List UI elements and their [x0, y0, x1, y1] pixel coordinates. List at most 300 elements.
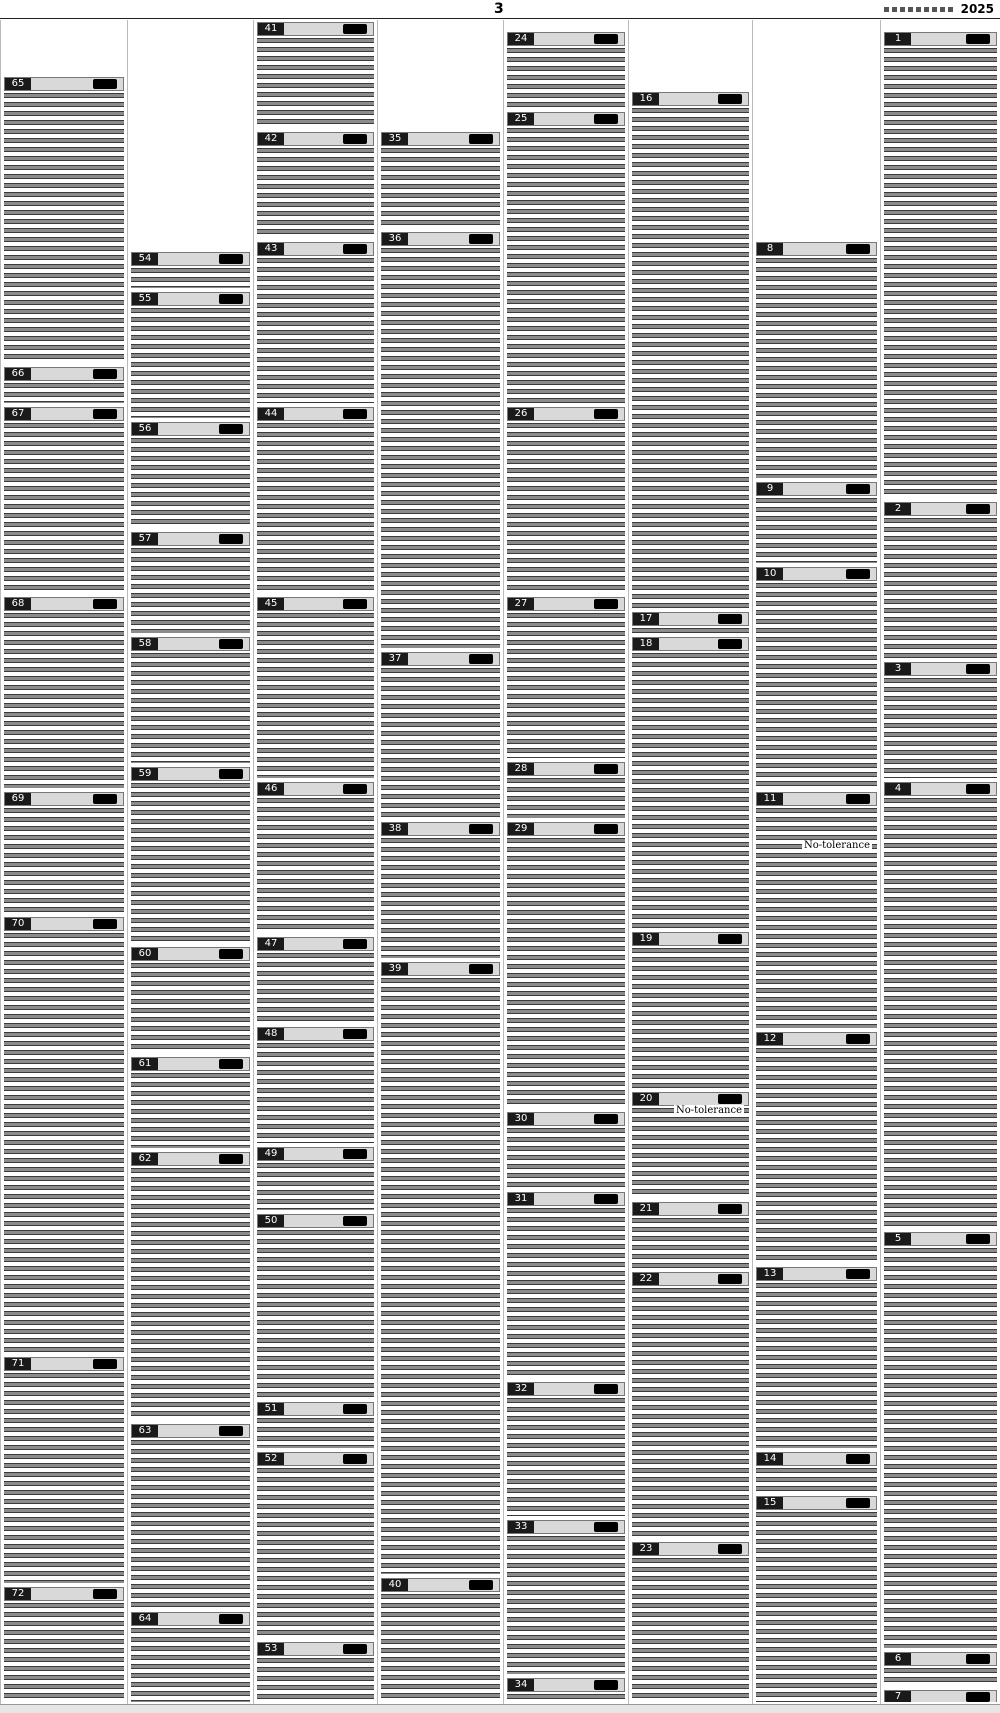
article-body-urdu-text — [257, 1468, 374, 1638]
article-header-tab — [756, 482, 877, 496]
article-body-urdu-text — [131, 1440, 250, 1608]
article-body-urdu-text — [756, 1512, 877, 1702]
article-label-urdu-text — [846, 484, 870, 494]
article-body-urdu-text — [884, 798, 997, 1228]
article-body-urdu-text — [131, 783, 250, 943]
article-header-tab — [4, 597, 124, 611]
article-label-urdu-text — [594, 114, 618, 124]
article-number: 55 — [132, 293, 158, 305]
article-body-urdu-text — [756, 1048, 877, 1263]
article-label-urdu-text — [846, 1034, 870, 1044]
inline-latin-text: No-tolerance — [803, 840, 870, 851]
article-header-tab — [4, 77, 124, 91]
article-body-urdu-text — [632, 1108, 749, 1198]
article-label-urdu-text — [219, 254, 243, 264]
article-number: 10 — [757, 568, 783, 580]
article-label-urdu-text — [343, 1216, 367, 1226]
article-body-urdu-text — [632, 1288, 749, 1538]
article-number: 61 — [132, 1058, 158, 1070]
article-label-urdu-text — [219, 294, 243, 304]
article-body-urdu-text — [507, 1694, 625, 1702]
article — [257, 780, 374, 933]
article-label-urdu-text — [846, 794, 870, 804]
article-header-tab — [632, 1272, 749, 1286]
article-columns — [0, 20, 1000, 1704]
article-header-tab — [507, 762, 625, 776]
article-body-urdu-text — [884, 1248, 997, 1648]
article — [381, 130, 500, 228]
article — [257, 1640, 374, 1702]
article — [632, 1270, 749, 1538]
article-label-urdu-text — [718, 614, 742, 624]
article-number: 6 — [885, 1653, 911, 1665]
article — [257, 1450, 374, 1638]
article-number: 35 — [382, 133, 408, 145]
article-label-urdu-text — [93, 1359, 117, 1369]
article — [884, 500, 997, 658]
article — [884, 1650, 997, 1686]
article — [507, 1518, 625, 1674]
article-header-tab — [257, 937, 374, 951]
article-number: 26 — [508, 408, 534, 420]
article-label-urdu-text — [469, 234, 493, 244]
article-label-urdu-text — [343, 1454, 367, 1464]
article-body-urdu-text — [507, 778, 625, 818]
article-label-urdu-text — [343, 939, 367, 949]
article-header-tab — [884, 1232, 997, 1246]
article-header-tab — [884, 662, 997, 676]
article-header-tab — [507, 822, 625, 836]
inline-latin-text: No-tolerance — [675, 1105, 742, 1116]
article-header-tab — [381, 652, 500, 666]
article-header-tab — [131, 947, 250, 961]
article-number: 48 — [258, 1028, 284, 1040]
column-1 — [880, 20, 1000, 1704]
masthead — [0, 0, 1000, 19]
article-body-urdu-text — [507, 838, 625, 1108]
article-body-urdu-text — [257, 613, 374, 778]
article-body-urdu-text — [131, 963, 250, 1053]
article-number: 72 — [5, 1588, 31, 1600]
article — [632, 635, 749, 928]
article-header-tab — [884, 1652, 997, 1666]
article-number: 30 — [508, 1113, 534, 1125]
article-number: 19 — [633, 933, 659, 945]
article — [756, 565, 877, 788]
article-label-urdu-text — [846, 1498, 870, 1508]
article-header-tab — [507, 1192, 625, 1206]
article-header-tab — [507, 407, 625, 421]
article-number: 12 — [757, 1033, 783, 1045]
article-header-tab — [4, 917, 124, 931]
article-number: 21 — [633, 1203, 659, 1215]
article-label-urdu-text — [718, 94, 742, 104]
article-number: 20 — [633, 1093, 659, 1105]
article-body-urdu-text — [756, 583, 877, 788]
article-label-urdu-text — [846, 244, 870, 254]
article-header-tab — [381, 1578, 500, 1592]
article-header-tab — [507, 32, 625, 46]
article-label-urdu-text — [219, 949, 243, 959]
article-label-urdu-text — [219, 1059, 243, 1069]
article-header-tab — [756, 1267, 877, 1281]
article-body-urdu-text — [131, 1628, 250, 1702]
article — [4, 790, 124, 913]
article-number: 40 — [382, 1579, 408, 1591]
article-number: 29 — [508, 823, 534, 835]
article — [507, 595, 625, 758]
article-header-tab — [257, 1147, 374, 1161]
article-number: 18 — [633, 638, 659, 650]
article-body-urdu-text — [131, 1168, 250, 1420]
article-number: 69 — [5, 793, 31, 805]
article-body-urdu-text — [632, 948, 749, 1088]
date-year: 2025 — [960, 2, 994, 16]
article-label-urdu-text — [966, 1234, 990, 1244]
article-body-urdu-text — [131, 268, 250, 288]
article-header-tab — [381, 962, 500, 976]
article-number: 43 — [258, 243, 284, 255]
article-header-tab — [632, 1092, 749, 1106]
article-body-urdu-text — [381, 248, 500, 648]
article — [4, 595, 124, 788]
article-label-urdu-text — [343, 24, 367, 34]
article-label-urdu-text — [718, 1544, 742, 1554]
article-header-tab — [756, 792, 877, 806]
article — [632, 930, 749, 1088]
article — [507, 1110, 625, 1188]
column-5 — [377, 20, 503, 1704]
article — [756, 1265, 877, 1448]
article-label-urdu-text — [343, 784, 367, 794]
article — [4, 1585, 124, 1702]
article-body-urdu-text — [257, 423, 374, 593]
article — [756, 1030, 877, 1263]
article-body-urdu-text — [507, 1536, 625, 1674]
article — [507, 1190, 625, 1378]
article — [507, 1676, 625, 1702]
article-label-urdu-text — [469, 134, 493, 144]
article-header-tab — [507, 1112, 625, 1126]
article-body-urdu-text — [257, 148, 374, 238]
article-label-urdu-text — [594, 1384, 618, 1394]
article-header-tab — [131, 1057, 250, 1071]
article-label-urdu-text — [343, 409, 367, 419]
article — [257, 20, 374, 128]
article — [381, 820, 500, 958]
article-number: 32 — [508, 1383, 534, 1395]
article-body-urdu-text — [257, 1163, 374, 1210]
article-header-tab — [632, 1542, 749, 1556]
article-number: 33 — [508, 1521, 534, 1533]
article-body-urdu-text — [507, 48, 625, 108]
article-label-urdu-text — [594, 1680, 618, 1690]
article-header-tab — [131, 637, 250, 651]
article-label-urdu-text — [718, 934, 742, 944]
article-body-urdu-text — [632, 628, 749, 633]
article — [131, 530, 250, 633]
article-header-tab — [131, 1424, 250, 1438]
article — [884, 1688, 997, 1702]
article — [632, 610, 749, 633]
article-number: 53 — [258, 1643, 284, 1655]
article — [632, 1540, 749, 1702]
article-body-urdu-text — [4, 808, 124, 913]
article-label-urdu-text — [469, 964, 493, 974]
article-header-tab — [507, 112, 625, 126]
article — [131, 420, 250, 528]
article-number: 63 — [132, 1425, 158, 1437]
article-body-urdu-text — [381, 148, 500, 228]
article-label-urdu-text — [594, 824, 618, 834]
article-label-urdu-text — [93, 79, 117, 89]
article-header-tab — [257, 1642, 374, 1656]
article-header-tab — [4, 367, 124, 381]
article-label-urdu-text — [93, 1589, 117, 1599]
article — [257, 595, 374, 778]
article-label-urdu-text — [343, 1644, 367, 1654]
article-number: 44 — [258, 408, 284, 420]
article-header-tab — [632, 612, 749, 626]
article-number: 23 — [633, 1543, 659, 1555]
article-header-tab — [507, 597, 625, 611]
article-number: 9 — [757, 483, 783, 495]
article-number: 45 — [258, 598, 284, 610]
article-header-tab — [4, 792, 124, 806]
article-label-urdu-text — [93, 369, 117, 379]
article-body-urdu-text — [756, 1283, 877, 1448]
article-number: 66 — [5, 368, 31, 380]
article-number: 11 — [757, 793, 783, 805]
article — [884, 780, 997, 1228]
article-label-urdu-text — [343, 244, 367, 254]
article-number: 13 — [757, 1268, 783, 1280]
article-number: 17 — [633, 613, 659, 625]
article-number: 3 — [885, 663, 911, 675]
article-header-tab — [507, 1520, 625, 1534]
article-label-urdu-text — [219, 639, 243, 649]
article — [257, 1400, 374, 1448]
article-number: 49 — [258, 1148, 284, 1160]
article — [507, 820, 625, 1108]
article-body-urdu-text — [4, 613, 124, 788]
article-number: 50 — [258, 1215, 284, 1227]
article — [632, 1200, 749, 1268]
article-body-urdu-text — [4, 93, 124, 363]
article-header-tab — [756, 1452, 877, 1466]
article — [756, 790, 877, 1028]
article — [756, 1494, 877, 1702]
article-number: 64 — [132, 1613, 158, 1625]
article — [884, 30, 997, 498]
article-number: 36 — [382, 233, 408, 245]
article-header-tab — [257, 1402, 374, 1416]
article-header-tab — [756, 1032, 877, 1046]
article — [381, 230, 500, 648]
article — [131, 1422, 250, 1608]
article-label-urdu-text — [93, 599, 117, 609]
article-number: 67 — [5, 408, 31, 420]
article-header-tab — [756, 242, 877, 256]
article-body-urdu-text — [507, 128, 625, 403]
article-body-urdu-text — [507, 1128, 625, 1188]
article — [4, 365, 124, 403]
article-header-tab — [756, 1496, 877, 1510]
article-number: 5 — [885, 1233, 911, 1245]
article-number: 65 — [5, 78, 31, 90]
article-number: 24 — [508, 33, 534, 45]
article-label-urdu-text — [343, 1029, 367, 1039]
article-number: 7 — [885, 1691, 911, 1702]
article — [257, 240, 374, 403]
article-number: 31 — [508, 1193, 534, 1205]
article-number: 34 — [508, 1679, 534, 1691]
article — [257, 1145, 374, 1210]
article-number: 15 — [757, 1497, 783, 1509]
article-header-tab — [257, 1027, 374, 1041]
article-number: 42 — [258, 133, 284, 145]
article-header-tab — [381, 822, 500, 836]
article-number: 4 — [885, 783, 911, 795]
article-number: 25 — [508, 113, 534, 125]
article — [884, 660, 997, 778]
article-label-urdu-text — [594, 1114, 618, 1124]
column-6 — [253, 20, 377, 1704]
article — [131, 1055, 250, 1148]
article-body-urdu-text — [257, 258, 374, 403]
article-body-urdu-text — [884, 1668, 997, 1686]
date-line-urdu-text — [884, 7, 954, 12]
article-header-tab — [257, 132, 374, 146]
article — [507, 1380, 625, 1516]
article-body-urdu-text — [257, 953, 374, 1023]
article — [4, 1355, 124, 1583]
article-header-tab — [257, 782, 374, 796]
article-label-urdu-text — [594, 1522, 618, 1532]
article-header-tab — [257, 597, 374, 611]
article-header-tab — [131, 1152, 250, 1166]
article-body-urdu-text — [4, 1373, 124, 1583]
article-label-urdu-text — [93, 919, 117, 929]
article-label-urdu-text — [594, 764, 618, 774]
article — [381, 960, 500, 1574]
article-body-urdu-text — [257, 798, 374, 933]
article-body-urdu-text — [884, 48, 997, 498]
article-header-tab — [507, 1678, 625, 1692]
article-number: 14 — [757, 1453, 783, 1465]
article — [507, 110, 625, 403]
article — [257, 1212, 374, 1398]
article-number: 60 — [132, 948, 158, 960]
article — [131, 945, 250, 1053]
article-body-urdu-text — [257, 1043, 374, 1143]
article-body-urdu-text — [884, 678, 997, 778]
article-label-urdu-text — [93, 409, 117, 419]
article-label-urdu-text — [343, 134, 367, 144]
article-header-tab — [507, 1382, 625, 1396]
article-number: 22 — [633, 1273, 659, 1285]
article-header-tab — [884, 782, 997, 796]
article — [4, 75, 124, 363]
article — [131, 1150, 250, 1420]
article — [4, 915, 124, 1353]
article-header-tab — [131, 1612, 250, 1626]
article — [131, 290, 250, 418]
column-4 — [503, 20, 628, 1704]
article-label-urdu-text — [718, 1204, 742, 1214]
article — [381, 1576, 500, 1702]
article-header-tab — [4, 1357, 124, 1371]
article-number: 57 — [132, 533, 158, 545]
article-body-urdu-text — [4, 933, 124, 1353]
article-label-urdu-text — [718, 1274, 742, 1284]
article-label-urdu-text — [846, 1454, 870, 1464]
article-number: 51 — [258, 1403, 284, 1415]
article-label-urdu-text — [718, 639, 742, 649]
article — [507, 30, 625, 108]
article — [257, 130, 374, 238]
article-label-urdu-text — [219, 1426, 243, 1436]
article-number: 2 — [885, 503, 911, 515]
article-number: 47 — [258, 938, 284, 950]
column-2 — [752, 20, 880, 1704]
article-body-urdu-text — [257, 1418, 374, 1448]
article-body-urdu-text — [507, 1398, 625, 1516]
article-number: 41 — [258, 23, 284, 35]
column-3 — [628, 20, 752, 1704]
article-body-urdu-text — [756, 258, 877, 478]
article-label-urdu-text — [469, 654, 493, 664]
article-label-urdu-text — [219, 769, 243, 779]
article-number: 59 — [132, 768, 158, 780]
article-header-tab — [131, 532, 250, 546]
article — [756, 240, 877, 478]
article-label-urdu-text — [594, 409, 618, 419]
article — [131, 765, 250, 943]
article-number: 52 — [258, 1453, 284, 1465]
article-number: 68 — [5, 598, 31, 610]
article-header-tab — [131, 767, 250, 781]
article-label-urdu-text — [469, 824, 493, 834]
article-label-urdu-text — [966, 1654, 990, 1664]
article — [131, 635, 250, 763]
article-header-tab — [381, 132, 500, 146]
article-label-urdu-text — [966, 784, 990, 794]
article-number: 58 — [132, 638, 158, 650]
article-body-urdu-text — [257, 1230, 374, 1398]
article-number: 1 — [885, 33, 911, 45]
article-header-tab — [381, 232, 500, 246]
article-header-tab — [257, 1214, 374, 1228]
article-number: 39 — [382, 963, 408, 975]
article-header-tab — [884, 32, 997, 46]
article-label-urdu-text — [343, 1404, 367, 1414]
article-label-urdu-text — [469, 1580, 493, 1590]
article-number: 56 — [132, 423, 158, 435]
article-header-tab — [632, 932, 749, 946]
article-body-urdu-text — [507, 613, 625, 758]
article-label-urdu-text — [219, 534, 243, 544]
article-label-urdu-text — [594, 599, 618, 609]
article-header-tab — [131, 292, 250, 306]
article-label-urdu-text — [594, 34, 618, 44]
article-body-urdu-text — [632, 1558, 749, 1702]
article-body-urdu-text — [381, 668, 500, 818]
article-header-tab — [257, 22, 374, 36]
article-label-urdu-text — [343, 1149, 367, 1159]
article-body-urdu-text — [756, 498, 877, 563]
article-body-urdu-text — [131, 1073, 250, 1148]
